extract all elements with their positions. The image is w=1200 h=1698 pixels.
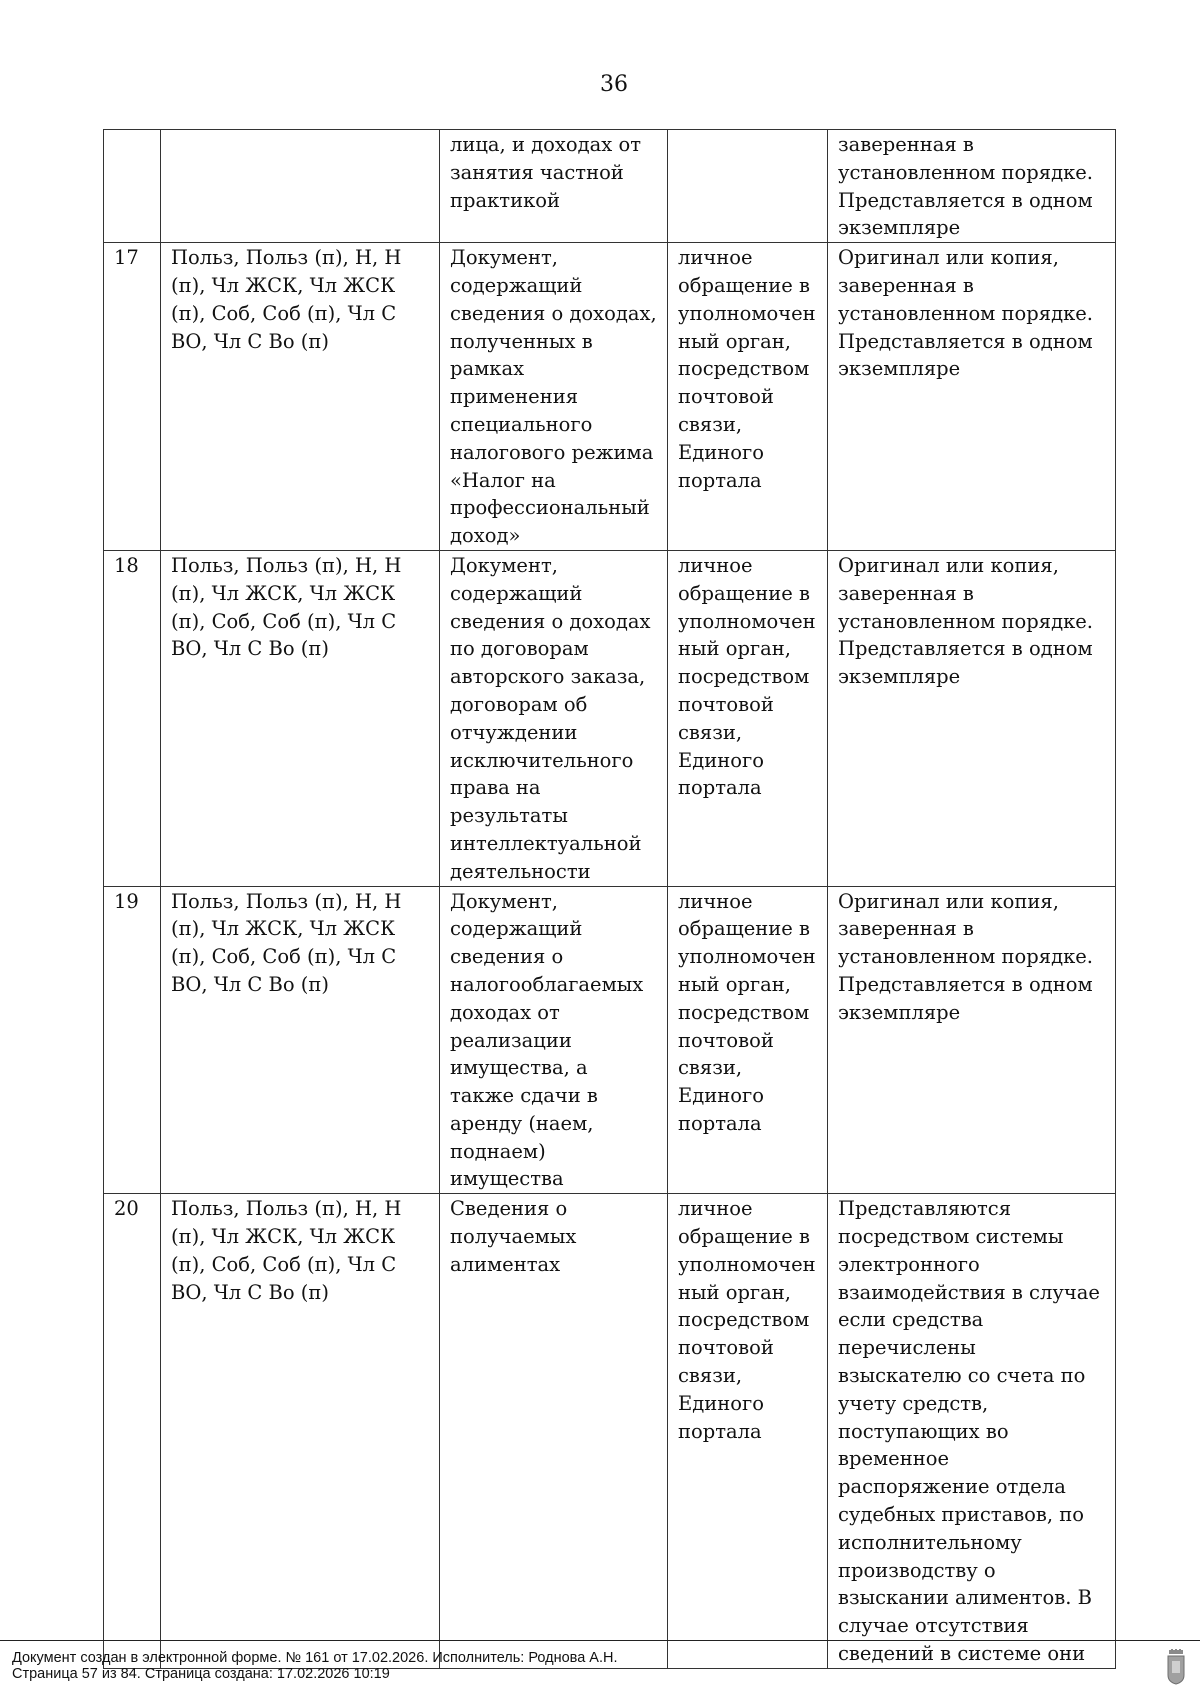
document-name: Документ, содержащий сведения о налогооблагаемых доходах от реализации имущества, а также сдачи в аренду (наем, поднаем) имущества [440, 886, 668, 1194]
row-number: 17 [104, 243, 161, 551]
table-row [104, 550, 1116, 886]
document-requirements: Оригинал или копия, заверенная в установленном порядке. Представляется в одном экземпляре [828, 550, 1116, 886]
applicant-categories: Польз, Польз (п), Н, Н (п), Чл ЖСК, Чл ЖСК (п), Соб, Соб (п), Чл С ВО, Чл С Во (п) [161, 886, 440, 1194]
table-row [104, 1194, 1116, 1669]
document-requirements: Оригинал или копия, заверенная в установленном порядке. Представляется в одном экземпляре [828, 243, 1116, 551]
applicant-categories [161, 130, 440, 243]
coat-of-arms-icon [1166, 1649, 1186, 1685]
document-name: Документ, содержащий сведения о доходах, полученных в рамках применения специального налогового режима «Налог на профессиональный доход» [440, 243, 668, 551]
table-row [104, 886, 1116, 1194]
table-row [104, 243, 1116, 551]
row-number: 20 [104, 1194, 161, 1669]
submission-method: личное обращение в уполномоченный орган, посредством почтовой связи, Единого портала [668, 243, 828, 551]
applicant-categories: Польз, Польз (п), Н, Н (п), Чл ЖСК, Чл ЖСК (п), Соб, Соб (п), Чл С ВО, Чл С Во (п) [161, 243, 440, 551]
document-name: Сведения о получаемых алиментах [440, 1194, 668, 1669]
document-name: Документ, содержащий сведения о доходах по договорам авторского заказа, договорам об отчуждении исключительного права на результаты интеллектуальной деятельности [440, 550, 668, 886]
submission-method: личное обращение в уполномоченный орган, посредством почтовой связи, Единого портала [668, 886, 828, 1194]
row-number: 19 [104, 886, 161, 1194]
submission-method: личное обращение в уполномоченный орган, посредством почтовой связи, Единого портала [668, 1194, 828, 1669]
row-number [104, 130, 161, 243]
applicant-categories: Польз, Польз (п), Н, Н (п), Чл ЖСК, Чл ЖСК (п), Соб, Соб (п), Чл С ВО, Чл С Во (п) [161, 550, 440, 886]
table-row [104, 130, 1116, 243]
document-requirements: Представляются посредством системы электронного взаимодействия в случае если средства перечислены взыскателю со счета по учету средств, поступающих во временное распоряжение отдела судебных приставов, по исполнительному производству о взыскании алиментов. В случае отсутствия сведений в системе они [828, 1194, 1116, 1669]
documents-table [103, 129, 1116, 1669]
footer-page-info: Страница 57 из 84. Страница создана: 17.02.2026 10:19 [12, 1666, 390, 1682]
document-name: лица, и доходах от занятия частной практикой [440, 130, 668, 243]
document-requirements: заверенная в установленном порядке. Представляется в одном экземпляре [828, 130, 1116, 243]
page-footer [0, 1640, 1200, 1682]
submission-method: личное обращение в уполномоченный орган, посредством почтовой связи, Единого портала [668, 550, 828, 886]
page-number: 36 [600, 72, 628, 97]
applicant-categories: Польз, Польз (п), Н, Н (п), Чл ЖСК, Чл ЖСК (п), Соб, Соб (п), Чл С ВО, Чл С Во (п) [161, 1194, 440, 1669]
submission-method [668, 130, 828, 243]
footer-document-info: Документ создан в электронной форме. № 161 от 17.02.2026. Исполнитель: Роднова А.Н. [12, 1650, 618, 1666]
footer-text [12, 1650, 618, 1682]
row-number: 18 [104, 550, 161, 886]
document-requirements: Оригинал или копия, заверенная в установленном порядке. Представляется в одном экземпляре [828, 886, 1116, 1194]
